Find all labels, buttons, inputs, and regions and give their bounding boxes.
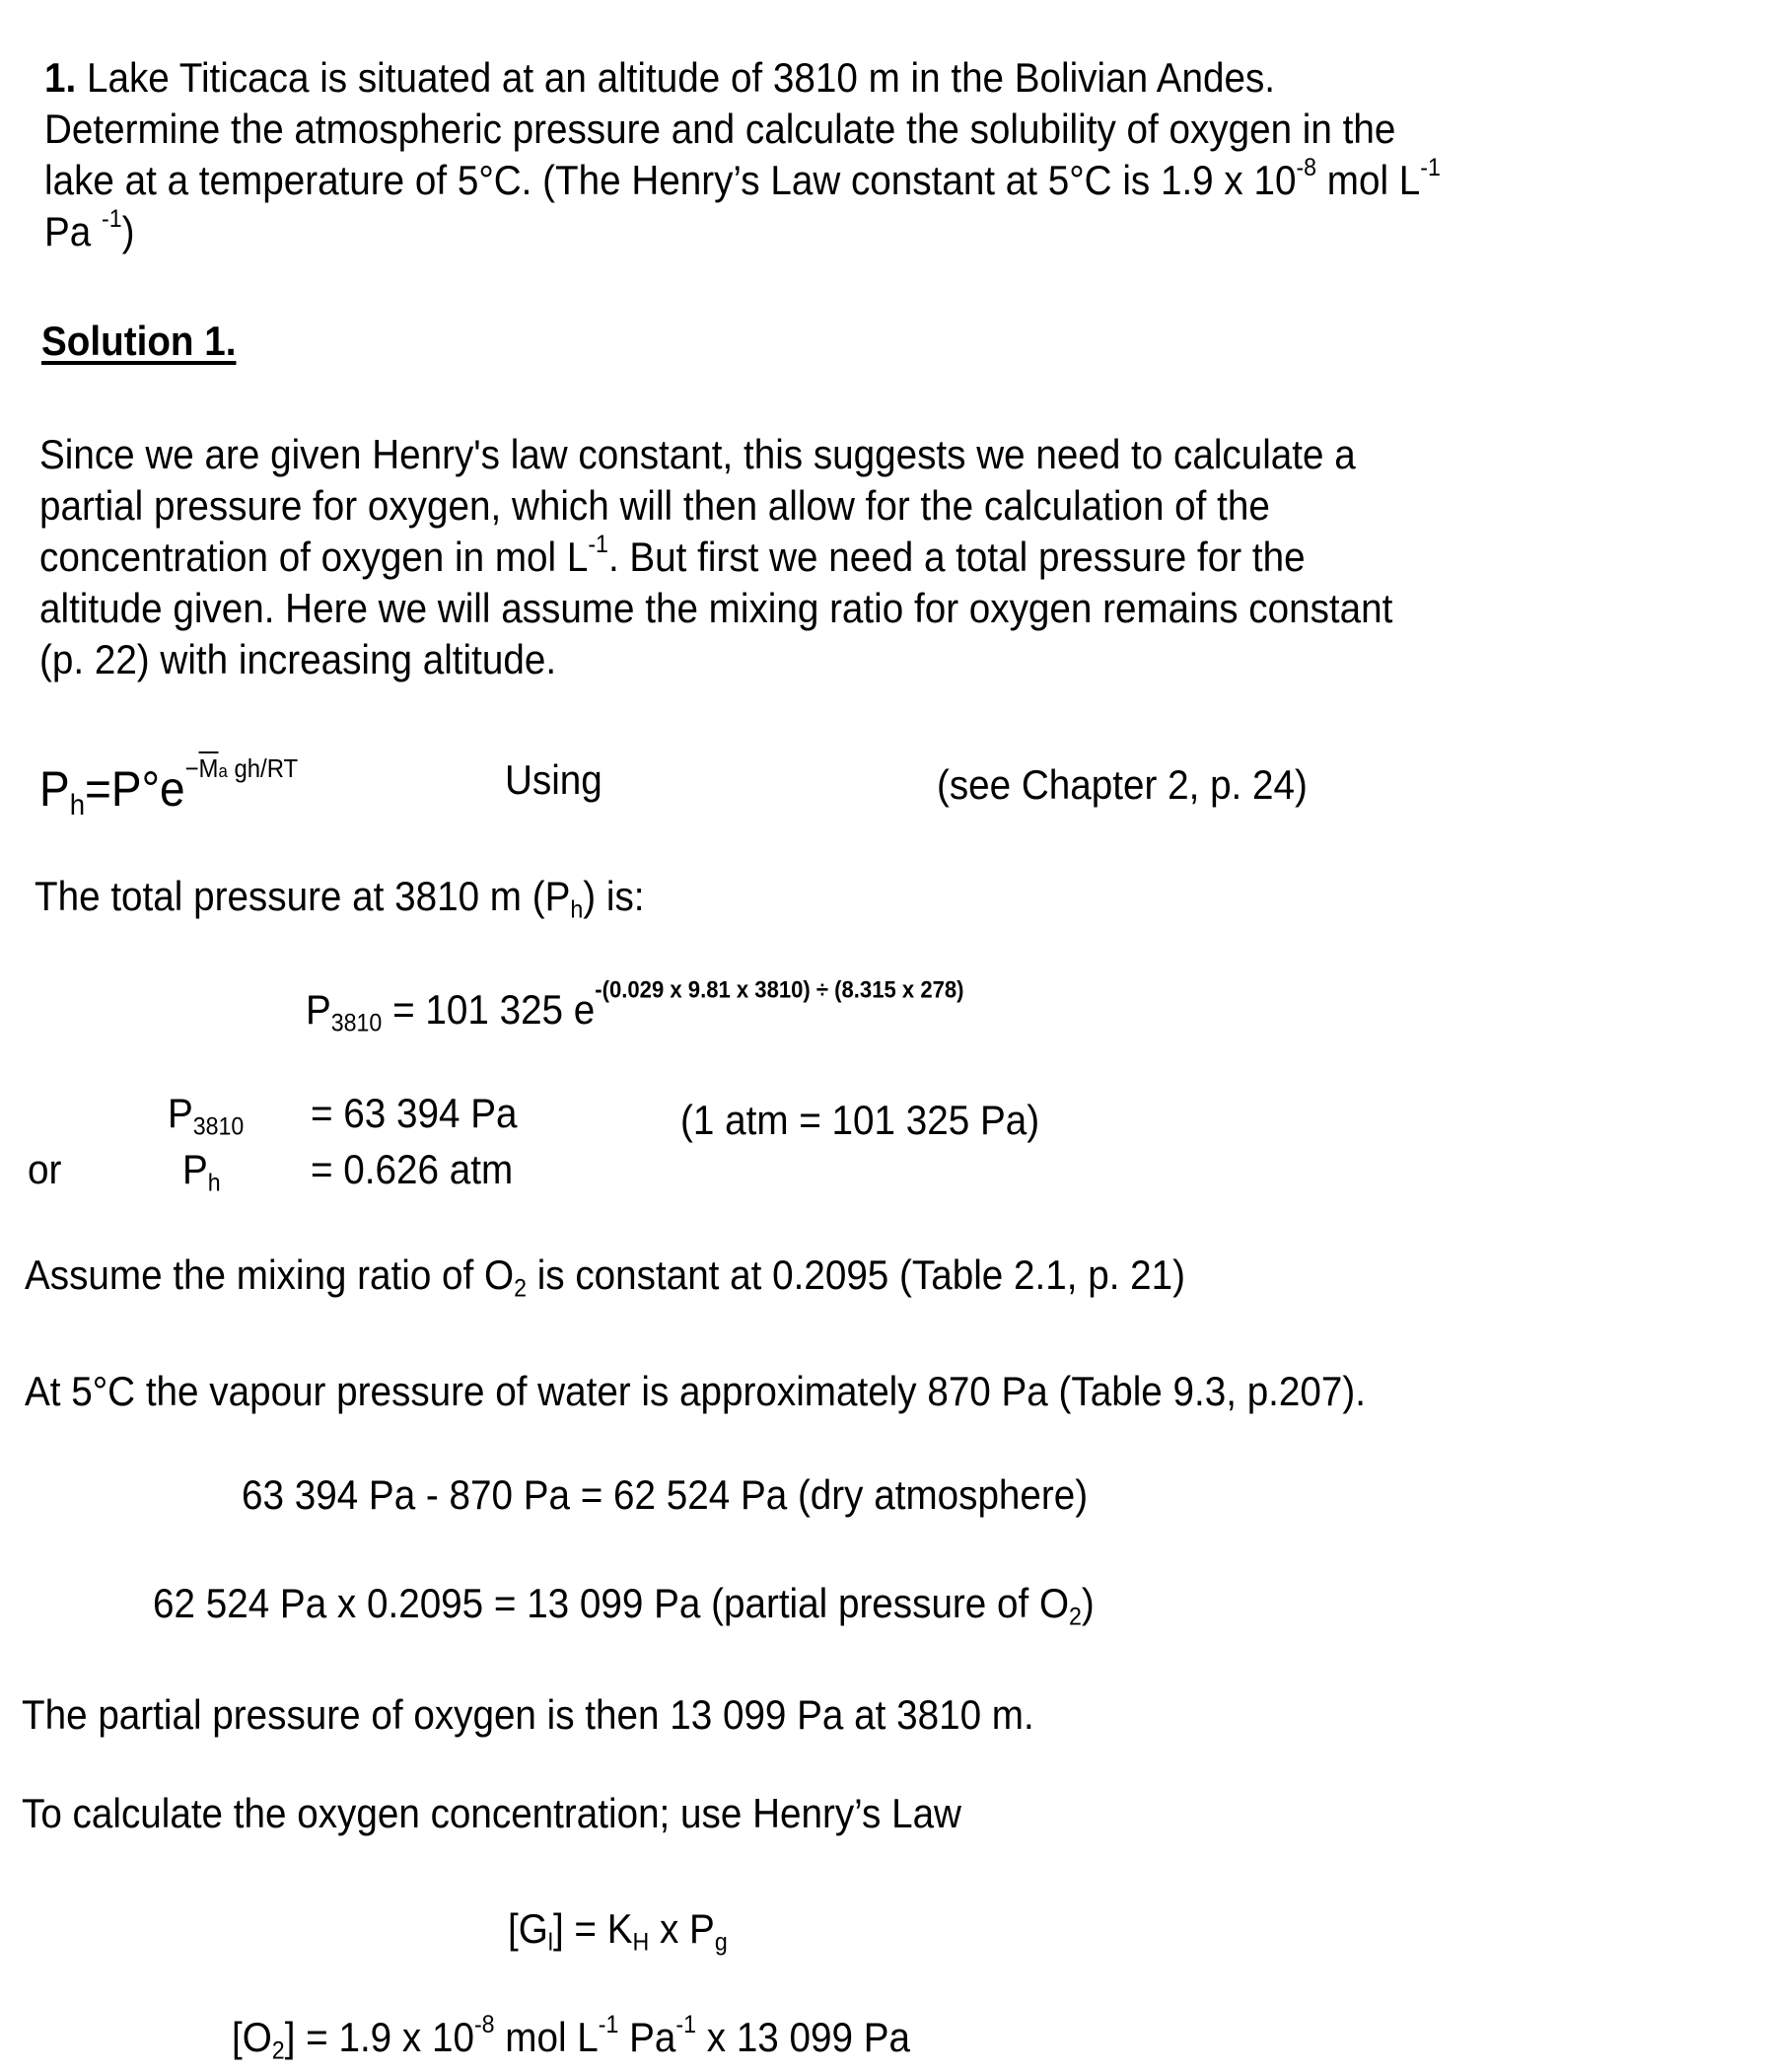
atm-conversion-note: (1 atm = 101 325 Pa) (680, 1097, 1040, 1143)
solution-heading: Solution 1. (41, 318, 237, 364)
paragraph-line-2: partial pressure for oxygen, which will then allow for the calculation of the (39, 482, 1270, 529)
paragraph-line-5: (p. 22) with increasing altitude. (39, 636, 557, 682)
paragraph-line-3: concentration of oxygen in mol $L^{-1}$. But first we need a total pressure for the (39, 531, 1306, 580)
paragraph-line-4: altitude given. Here we will assume the mixing ratio for oxygen remains constant (39, 585, 1393, 631)
question-line-3: lake at a temperature of 5°C. (The Henry’s Law constant at 5°C is 1.9 x $10^{-8}$ mol $L^{-1}$ (44, 154, 1441, 203)
question-line-2: Determine the atmospheric pressure and calculate the solubility of oxygen in the (44, 106, 1396, 152)
total-pressure-line: The total pressure at 3810 m $(P_h)$ is: (35, 873, 645, 924)
pressure-value-pa: = 63 394 Pa (311, 1090, 518, 1136)
using-label: Using (505, 756, 602, 803)
henry-law-equation: $[G_l] = K_H$ x $P_g$ (508, 1905, 728, 1957)
question-line-1: 1. Lake Titicaca is situated at an altitude of 3810 m in the Bolivian Andes. (44, 54, 1276, 101)
pressure-equation: $P_{3810} = 101$ 325 $e^{-(0.029 x 9.81 x 3810) \div (8.315 x 278)}$ (306, 976, 964, 1037)
oxygen-concentration-equation: $[O_2] = 1.9$ x $10^{-8}$ mol $L^{-1}$ $Pa^{-1}$ x 13 099 Pa (232, 2011, 911, 2065)
or-label: or (28, 1146, 62, 1192)
barometric-formula: $P_h=P^\circ e^{-\overline{M}a gh/RT}$ (39, 753, 299, 822)
henry-intro: To calculate the oxygen concentration; use Henry’s Law (22, 1790, 961, 1836)
chapter-reference: (see Chapter 2, p. 24) (937, 761, 1308, 808)
formula-exponent: −Ma gh/RT (184, 753, 299, 784)
mixing-ratio-line: Assume the mixing ratio of $O_2$ is constant at 0.2095 (Table 2.1, p. 21) (25, 1251, 1186, 1303)
pressure-value-atm: = 0.626 atm (311, 1146, 514, 1192)
partial-pressure-statement: The partial pressure of oxygen is then 13 099 Pa at 3810 m. (22, 1691, 1034, 1738)
partial-pressure-calc: 62 524 Pa x 0.2095 = 13 099 Pa (partial pressure of $O_2$) (153, 1580, 1095, 1631)
paragraph-line-1: Since we are given Henry's law constant, this suggests we need to calculate a (39, 431, 1356, 477)
pressure-result-atm-label: $P_h$ (182, 1146, 221, 1197)
dry-atmosphere-line: 63 394 Pa - 870 Pa = 62 524 Pa (dry atmosphere) (242, 1471, 1089, 1518)
pressure-result-pa: $P_{3810}$ (168, 1090, 245, 1141)
question-line-4: Pa $^{-1}$) (44, 205, 135, 254)
vapour-pressure-line: At 5°C the vapour pressure of water is approximately 870 Pa (Table 9.3, p.207). (25, 1368, 1366, 1414)
question-number: 1. (44, 54, 77, 101)
